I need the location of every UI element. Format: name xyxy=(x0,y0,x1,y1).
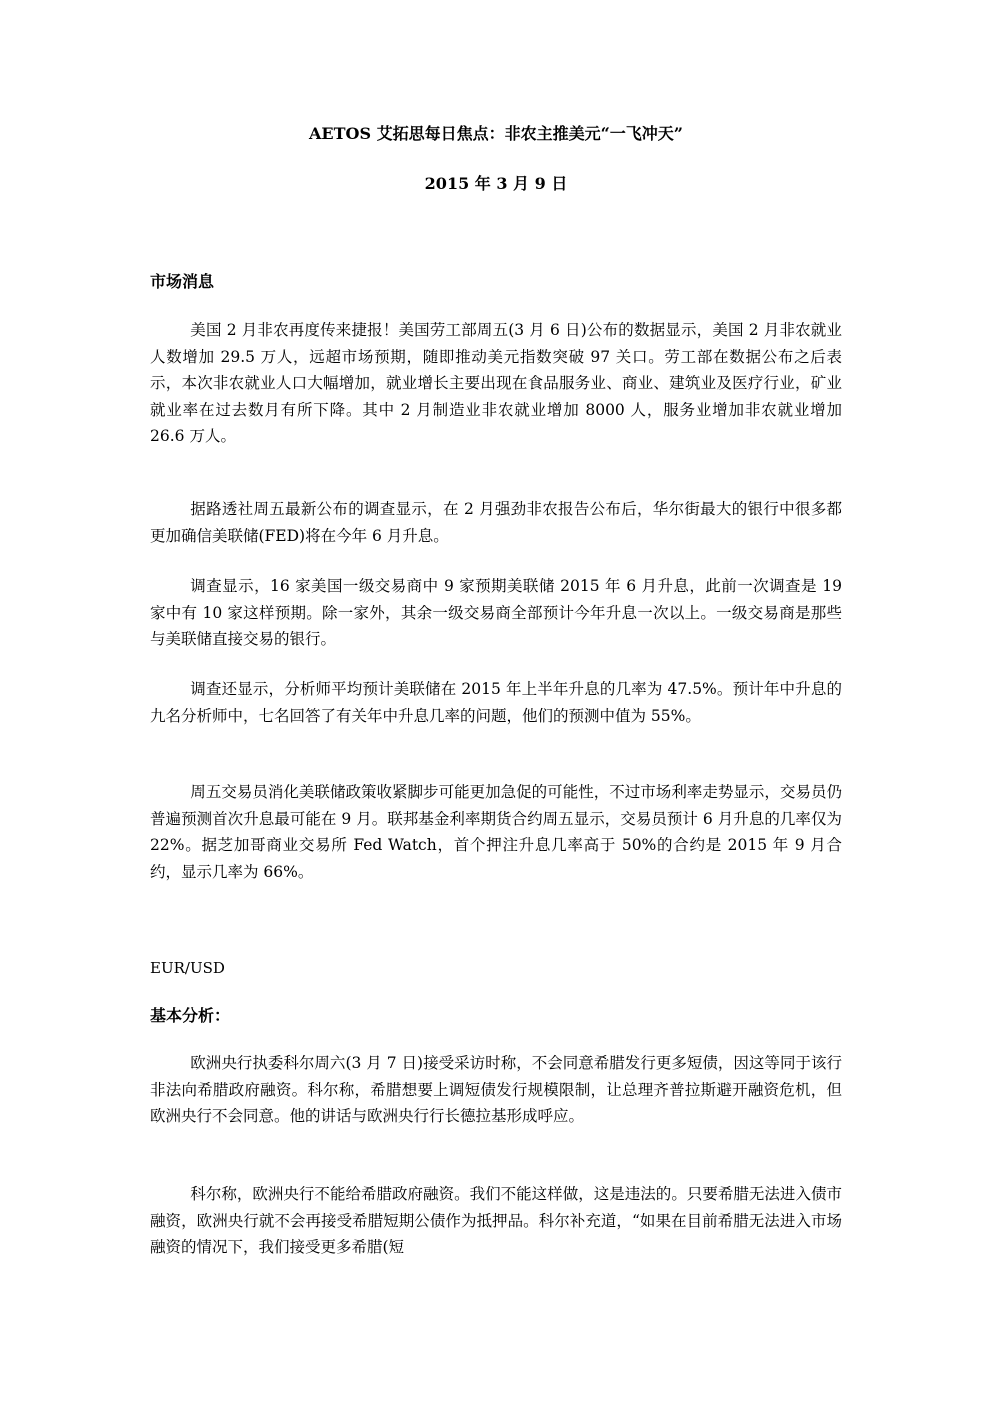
section-heading-market-news: 市场消息 xyxy=(150,272,215,291)
section-heading-fundamental-analysis: 基本分析： xyxy=(150,1006,231,1025)
paragraph: 科尔称，欧洲央行不能给希腊政府融资。我们不能这样做，这是违法的。只要希腊无法进入债市融资，欧洲央行就不会再接受希腊短期公债作为抵押品。科尔补充道，“如果在目前希腊无法进入市场融资的情况下，我们接受更多希腊(短 xyxy=(150,1185,842,1257)
paragraph: 调查还显示，分析师平均预计美联储在 2015 年上半年升息的几率为 47.5%。预计年中升息的九名分析师中，七名回答了有关年中升息几率的问题，他们的预测中值为 55%。 xyxy=(150,680,842,725)
paragraph: 据路透社周五最新公布的调查显示，在 2 月强劲非农报告公布后，华尔街最大的银行中很多都更加确信美联储(FED)将在今年 6 月升息。 xyxy=(150,500,842,545)
currency-pair-heading: EUR/USD xyxy=(150,959,225,977)
paragraph: 调查显示，16 家美国一级交易商中 9 家预期美联储 2015 年 6 月升息，此前一次调查是 19 家中有 10 家这样预期。除一家外，其余一级交易商全部预计今年升息一次以上。一级交易商是那些与美联储直接交易的银行。 xyxy=(150,577,842,649)
document-date: 2015 年 3 月 9 日 xyxy=(424,174,568,193)
paragraph: 欧洲央行执委科尔周六(3 月 7 日)接受采访时称，不会同意希腊发行更多短债，因这等同于该行非法向希腊政府融资。科尔称，希腊想要上调短债发行规模限制，让总理齐普拉斯避开融资危机，但欧洲央行不会同意。他的讲话与欧洲央行行长德拉基形成呼应。 xyxy=(150,1054,842,1126)
paragraph: 美国 2 月非农再度传来捷报！美国劳工部周五(3 月 6 日)公布的数据显示，美国 2 月非农就业人数增加 29.5 万人，远超市场预期，随即推动美元指数突破 97 关口。劳工部在数据公布之后表示，本次非农就业人口大幅增加，就业增长主要出现在食品服务业、商业、建筑业及医疗行业，矿业就业率在过去数月有所下降。其中 2 月制造业非农就业增加 8000 人，服务业增加非农就业增加 26.6 万人。 xyxy=(150,321,842,446)
document-title: AETOS 艾拓思每日焦点：非农主推美元“一飞冲天” xyxy=(309,124,683,143)
paragraph: 周五交易员消化美联储政策收紧脚步可能更加急促的可能性，不过市场利率走势显示，交易员仍普遍预测首次升息最可能在 9 月。联邦基金利率期货合约周五显示，交易员预计 6 月升息的几率仅为 22%。据芝加哥商业交易所 Fed Watch，首个押注升息几率高于 50%的合约是 2015 年 9 月合约，显示几率为 66%。 xyxy=(150,783,842,881)
